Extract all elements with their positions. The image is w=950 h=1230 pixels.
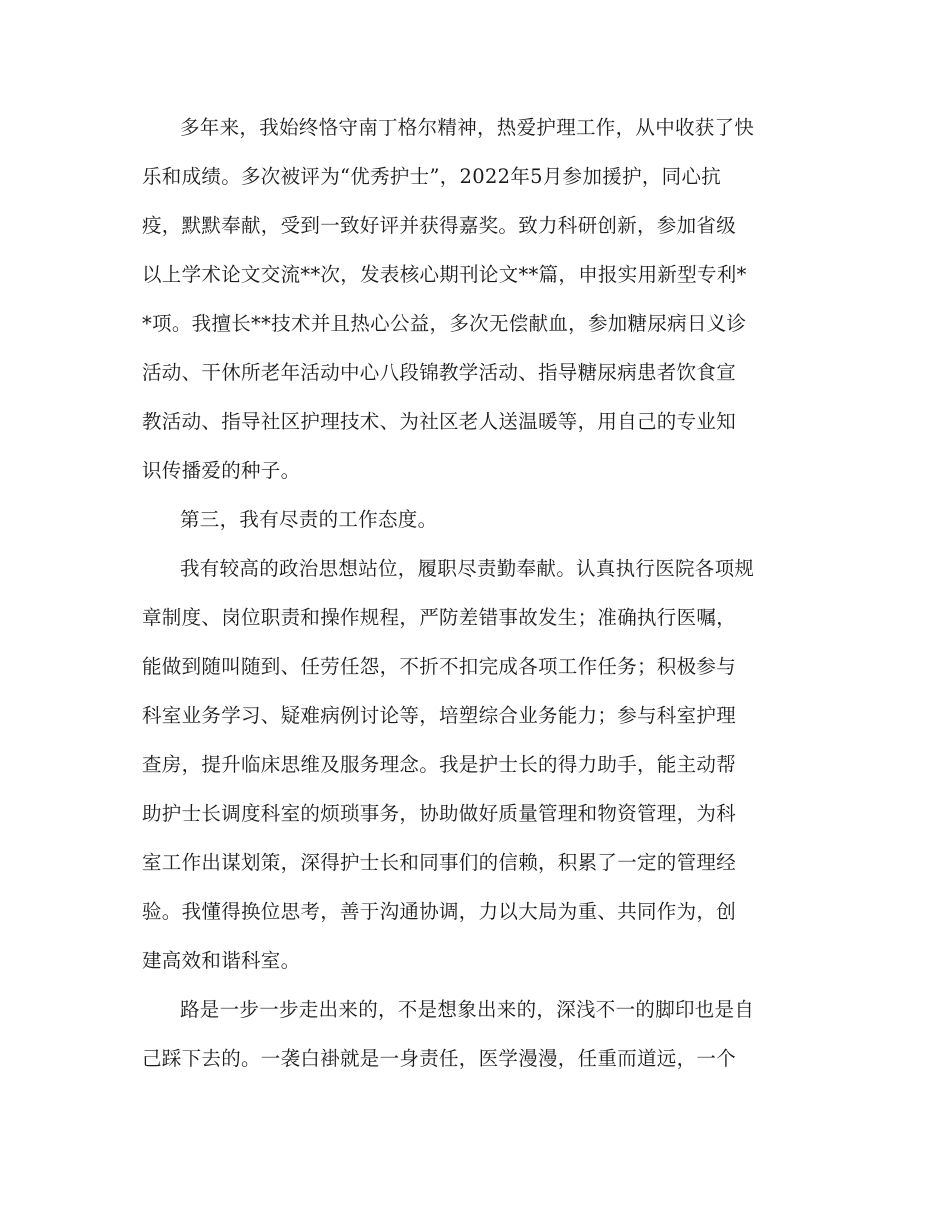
paragraph-1-line-3: 疫，默默奉献，受到一致好评并获得嘉奖。致力科研创新，参加省级: [142, 214, 737, 237]
paragraph-1-line-7: 教活动、指导社区护理技术、为社区老人送温暖等，用自己的专业知: [142, 410, 737, 433]
paragraph-2-line-2: 章制度、岗位职责和操作规程，严防差错事故发生；准确执行医嘱，: [142, 606, 737, 629]
paragraph-2-line-5: 查房，提升临床思维及服务理念。我是护士长的得力助手，能主动帮: [142, 753, 737, 776]
paragraph-3-line-1: 路是一步一步走出来的，不是想象出来的，深浅不一的脚印也是自: [180, 998, 755, 1021]
paragraph-1-line-4: 以上学术论文交流**次，发表核心期刊论文**篇，申报实用新型专利*: [142, 263, 747, 286]
paragraph-2-line-9: 建高效和谐科室。: [142, 949, 301, 972]
paragraph-2-line-1: 我有较高的政治思想站位，履职尽责勤奉献。认真执行医院各项规: [180, 557, 755, 580]
paragraph-1-line-8: 识传播爱的种子。: [142, 459, 301, 482]
paragraph-3-line-2: 己踩下去的。一袭白褂就是一身责任，医学漫漫，任重而道远，一个: [142, 1047, 737, 1070]
paragraph-2-line-4: 科室业务学习、疑难病例讨论等，培塑综合业务能力；参与科室护理: [142, 704, 737, 727]
paragraph-2-line-7: 室工作出谋划策，深得护士长和同事们的信赖，积累了一定的管理经: [142, 851, 737, 874]
paragraph-2-line-8: 验。我懂得换位思考，善于沟通协调，力以大局为重、共同作为，创: [142, 900, 737, 923]
paragraph-2-line-3: 能做到随叫随到、任劳任怨，不折不扣完成各项工作任务；积极参与: [142, 655, 737, 678]
paragraph-2-line-6: 助护士长调度科室的烦琐事务，协助做好质量管理和物资管理，为科: [142, 802, 737, 825]
section-heading: 第三，我有尽责的工作态度。: [180, 508, 438, 531]
paragraph-1-line-6: 活动、干休所老年活动中心八段锦教学活动、指导糖尿病患者饮食宣: [142, 361, 737, 384]
paragraph-1-line-5: *项。我擅长**技术并且热心公益，多次无偿献血，参加糖尿病日义诊: [142, 312, 747, 335]
paragraph-1-line-2: 乐和成绩。多次被评为“优秀护士”，2022年5月参加援护，同心抗: [142, 165, 722, 188]
paragraph-1-line-1: 多年来，我始终恪守南丁格尔精神，热爱护理工作，从中收获了快: [180, 116, 755, 139]
